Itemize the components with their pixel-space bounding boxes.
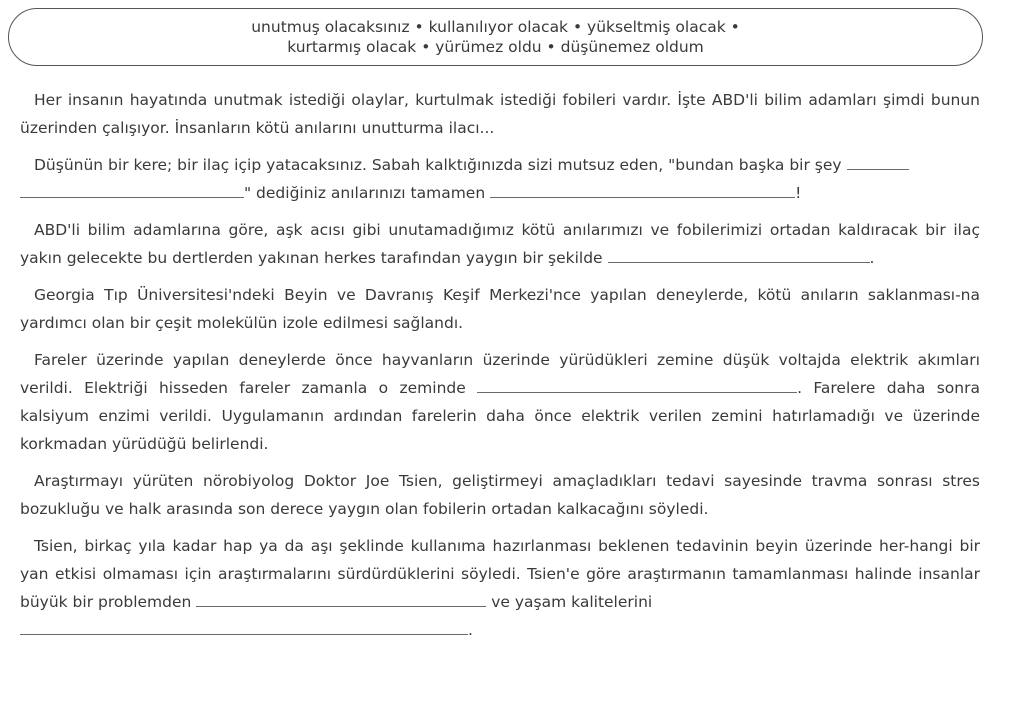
fill-blank-1b[interactable] [20,183,244,198]
paragraph-6 [20,467,980,523]
paragraph-3-text-a: ABD'li bilim adamlarına göre, aşk acısı gibi unutamadığımız kötü anılarımızı ve fobilerimizi ortadan kaldıracak bir ilaç yakın gelecekte bu dertlerden yakınan herkes tarafından yaygın bir şekilde [20,221,980,267]
paragraph-7-text-b: ve yaşam kalitelerini [491,593,653,611]
paragraph-3 [20,216,980,272]
paragraph-6-text: Araştırmayı yürüten nörobiyolog Doktor Joe Tsien, geliştirmeyi amaçladıkları tedavi sayesinde travma sonrası stres bozukluğu ve halk arasında son derece yaygın olan fobilerin ortadan kalkacağını söyledi. [20,472,980,518]
fill-blank-6[interactable] [20,620,468,635]
fill-blank-1a[interactable] [847,155,909,170]
paragraph-5-text-b: . Farelere daha sonra kalsiyum enzimi verildi. Uygulamanın ardından farelerin daha önce elektrik verilen zemini hatırlamadığı ve üzerinde korkmadan yürüdüğü belirlendi. [20,379,980,453]
fill-blank-3[interactable] [608,248,870,263]
word-bank-box [8,8,983,66]
paragraph-3-text-b: . [869,249,875,267]
paragraph-1 [20,86,980,142]
paragraph-5-text-a: Fareler üzerinde yapılan deneylerde önce hayvanların üzerinde yürüdükleri zemine düşük voltajda elektrik akımları verildi. Elektriği hisseden fareler zamanla o zeminde [20,351,980,397]
paragraph-5 [20,346,980,458]
paragraph-7 [20,532,980,644]
paragraph-7-text-a: Tsien, birkaç yıla kadar hap ya da aşı şeklinde kullanıma hazırlanması beklenen tedavinin beyin üzerinde her-hangi bir yan etkisi olmaması için araştırmalarını sürdürdüklerini söyledi. Tsien'e göre araştırmanın tamamlanması halinde insanlar büyük bir problemden [20,537,980,611]
fill-blank-5[interactable] [196,592,486,607]
fill-blank-4[interactable] [477,378,797,393]
paragraph-2 [20,151,980,207]
word-bank-line-1: unutmuş olacaksınız • kullanılıyor olacak • yükseltmiş olacak • [251,18,740,36]
paragraph-2-text-c: ! [795,184,802,202]
word-bank-line-2: kurtarmış olacak • yürümez oldu • düşünemez oldum [287,38,704,56]
paragraph-4 [20,281,980,337]
reading-text [20,86,980,653]
paragraph-4-text: Georgia Tıp Üniversitesi'ndeki Beyin ve Davranış Keşif Merkezi'nce yapılan deneylerde, kötü anıların saklanması-na yardımcı olan bir çeşit molekülün izole edilmesi sağlandı. [20,286,980,332]
paragraph-2-text-a: Düşünün bir kere; bir ilaç içip yatacaksınız. Sabah kalktığınızda sizi mutsuz eden, "bundan başka bir şey [34,156,842,174]
fill-blank-2[interactable] [490,183,795,198]
paragraph-7-text-c: . [468,621,473,639]
paragraph-1-text: Her insanın hayatında unutmak istediği olaylar, kurtulmak istediği fobileri vardır. İşte ABD'li bilim adamları şimdi bunun üzerinden çalışıyor. İnsanların kötü anılarını unutturma ilacı... [20,91,980,137]
paragraph-2-text-b: " dediğiniz anılarınızı tamamen [244,184,486,202]
